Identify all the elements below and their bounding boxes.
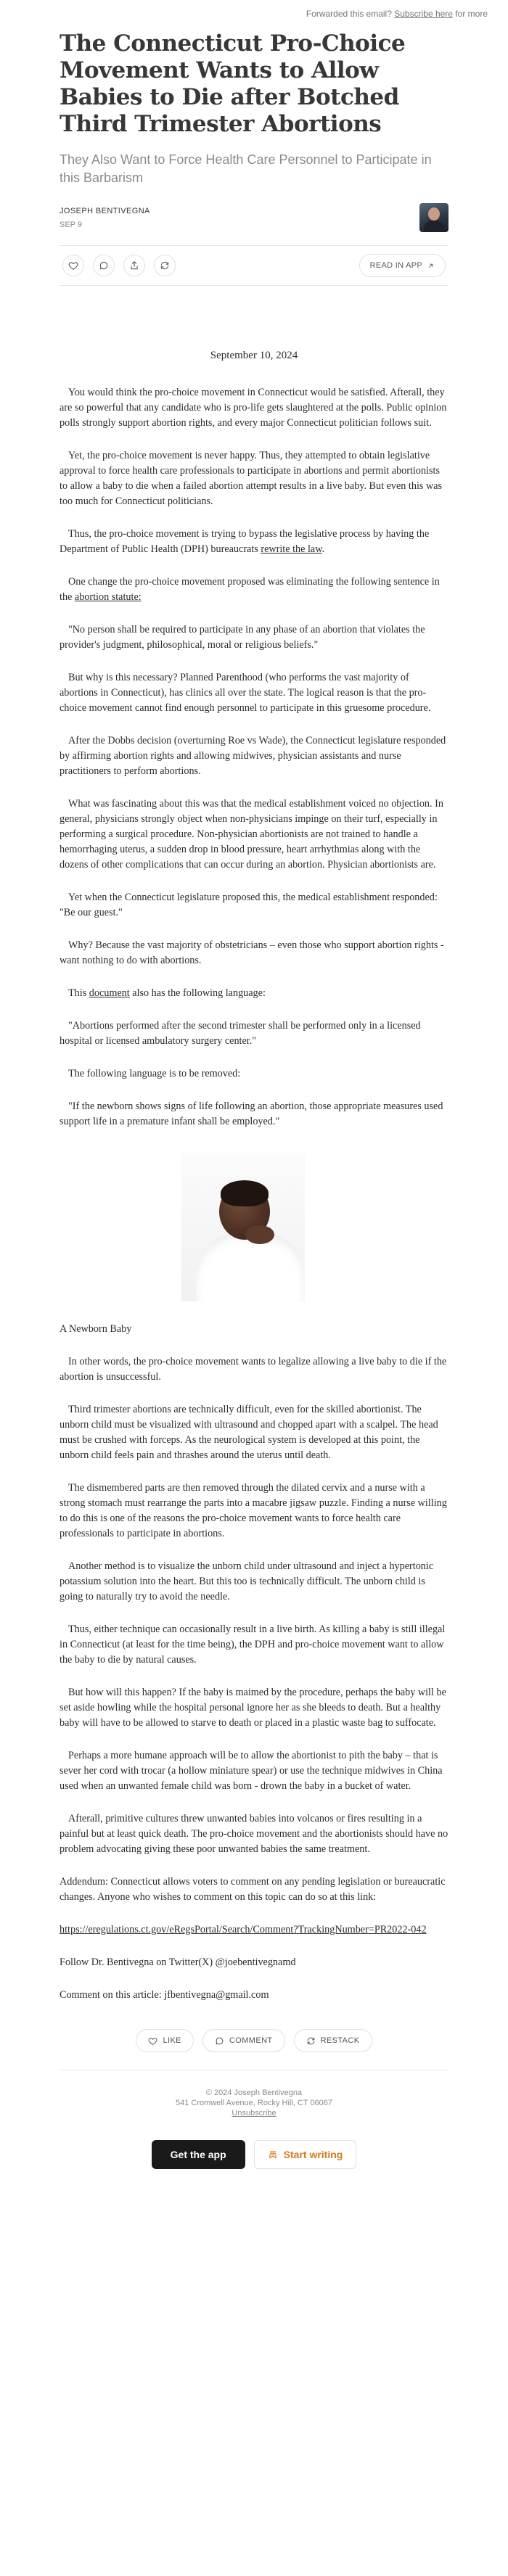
comment-button[interactable] xyxy=(93,255,115,276)
byline-text xyxy=(60,205,150,231)
cta-row xyxy=(60,2140,448,2169)
paragraph: You would think the pro-choice movement in Connecticut would be satisfied. Afterall, they are so powerful that any candidate who is pro-life gets slaughtered at the polls. Public opinion polls strongly support abortion rights, and every major Connecticut politician follows suit. xyxy=(60,387,447,429)
paragraph: Third trimester abortions are technically difficult, even for the skilled abortionist. The unborn child must be visualized with ultrasound and chopped apart with a scalpel. The head must be crushed with forceps. As the neurological system is developed at this point, the unborn child feels pain and thrashes around the uterus until death. xyxy=(60,1404,438,1461)
restack-button[interactable] xyxy=(154,255,176,276)
twitter-paragraph: Follow Dr. Bentivegna on Twitter(X) @joebentivegnamd xyxy=(60,1956,296,1968)
rewrite-law-link[interactable]: rewrite the law xyxy=(261,543,322,555)
paragraph: What was fascinating about this was that the medical establishment voiced no objection. In general, physicians strongly object when non-physicians impinge on their turf, especially in performing a surgical procedure. Non-physician abortionists are not trained to handle a hemorrhaging uterus, a sudden drop in blood pressure, heart arrhythmias along with the dozens of other complications that can occur during an abortion. Physician abortionists are. xyxy=(60,798,443,871)
paragraph: Yet when the Connecticut legislature proposed this, the medical establishment responded: "Be our guest." xyxy=(60,892,438,918)
start-writing-label: Start writing xyxy=(283,2149,343,2160)
restack-icon xyxy=(306,2036,316,2046)
paragraph: After the Dobbs decision (overturning Roe vs Wade), the Connecticut legislature responded by affirming abortion rights and allowing midwives, physician assistants and nurse practitioners to perform abortions. xyxy=(60,735,446,777)
get-app-button[interactable]: Get the app xyxy=(152,2140,245,2169)
dateline: September 10, 2024 xyxy=(210,350,298,361)
footer-restack-button[interactable] xyxy=(294,2029,372,2052)
quote: "No person shall be required to participate in any phase of an abortion that violates the provider's judgment, philosophical, moral or religious beliefs." xyxy=(60,624,425,651)
paragraph: The dismembered parts are then removed through the dilated cervix and a nurse with a strong stomach must rearrange the parts into a macabre jigsaw puzzle. Finding a nurse willing to do this is one of the reasons the pro-choice movement wants to force health care professionals to participate in abortions. xyxy=(60,1482,447,1539)
footer-comment-button[interactable] xyxy=(202,2029,285,2052)
action-icons xyxy=(62,255,176,276)
article-title[interactable]: The Connecticut Pro-Choice Movement Wants to Allow Babies to Die after Botched Third Trimester Abortions xyxy=(60,30,406,137)
paragraph-text: . xyxy=(321,543,325,555)
paragraph-text: One change the pro-choice movement proposed was eliminating the following sentence in the xyxy=(60,576,440,603)
unsubscribe-link[interactable]: Unsubscribe xyxy=(232,2109,276,2118)
paragraph: Thus, either technique can occasionally result in a live birth. As killing a baby is still illegal in Connecticut (at least for the time being), the DPH and pro-choice movement want to allow the baby to die by natural causes. xyxy=(60,1624,446,1666)
email-paragraph: Comment on this article: jfbentivegna@gmail.com xyxy=(60,1989,269,2001)
paragraph xyxy=(60,575,448,605)
newborn-baby-image[interactable] xyxy=(181,1153,305,1301)
arrow-up-right-icon xyxy=(427,262,435,270)
paragraph xyxy=(60,986,448,1001)
like-button[interactable] xyxy=(62,255,84,276)
heart-icon xyxy=(68,260,78,271)
share-icon xyxy=(129,260,139,271)
post-date: SEP 9 xyxy=(60,220,82,229)
footer xyxy=(60,2088,448,2118)
quote: "If the newborn shows signs of life following an abortion, those appropriate measures used support life in a premature infant shall be employed." xyxy=(60,1100,443,1127)
read-in-app-label: READ IN APP xyxy=(369,261,422,270)
forwarded-bar xyxy=(0,0,508,23)
paragraph: Yet, the pro-choice movement is never happy. Thus, they attempted to obtain legislative approval to force health care professionals to participate in abortions and permit abortionists to allow a baby to die when a failed abortion attempt results in a live baby. But even this was too much for Connecticut politicians. xyxy=(60,450,443,507)
article-body xyxy=(60,348,448,2003)
blanket-shape xyxy=(196,1233,305,1301)
paragraph: In other words, the pro-choice movement wants to legalize allowing a live baby to die if the abortion is unsuccessful. xyxy=(60,1356,447,1383)
start-writing-button[interactable] xyxy=(254,2140,357,2169)
paragraph-text: also has the following language: xyxy=(129,987,266,999)
paragraph: Why? Because the vast majority of obstetricians – even those who support abortion rights - want nothing to do with abortions. xyxy=(60,939,444,966)
byline xyxy=(60,203,448,232)
paragraph xyxy=(60,527,448,557)
heart-icon xyxy=(148,2036,157,2046)
addendum-paragraph: Addendum: Connecticut allows voters to comment on any pending legislation or bureaucratic changes. Anyone who wishes to comment on this topic can do so at this link: xyxy=(60,1876,446,1903)
subscribe-link[interactable]: Subscribe here xyxy=(394,9,453,19)
share-button[interactable] xyxy=(123,255,145,276)
footer-like-label: LIKE xyxy=(163,2036,181,2045)
paragraph: Perhaps a more humane approach will be to allow the abortionist to pith the baby – that is sever her cord with trocar (a hollow miniature spear) or use the technique midwives in China used when an unwanted female child was born - drown the baby in a bucket of water. xyxy=(60,1750,443,1792)
comment-icon xyxy=(99,260,109,271)
footer-like-button[interactable] xyxy=(136,2029,193,2052)
paragraph: But why is this necessary? Planned Parenthood (who performs the vast majority of abortions in Connecticut), has clinics all over the state. The logical reason is that the pro-choice movement cannot find enough personnel to participate in this gruesome procedure. xyxy=(60,672,431,714)
image-caption: A Newborn Baby xyxy=(60,1323,132,1335)
address: 541 Cromwell Avenue, Rocky Hill, CT 06067 xyxy=(175,2099,333,2107)
baby-hand-shape xyxy=(245,1225,274,1244)
article-subtitle: They Also Want to Force Health Care Personnel to Participate in this Barbarism xyxy=(60,152,432,185)
forwarded-suffix: for more xyxy=(455,9,488,19)
paragraph-text: This xyxy=(68,987,89,999)
avatar[interactable] xyxy=(419,203,448,232)
copyright: © 2024 Joseph Bentivegna xyxy=(205,2089,303,2097)
paragraph: The following language is to be removed: xyxy=(68,1068,241,1079)
paragraph: Another method is to visualize the unborn child under ultrasound and inject a hypertonic potassium solution into the heart. But this too is technically difficult. The unborn child is going to naturally try to avoid the needle. xyxy=(60,1560,434,1602)
restack-icon xyxy=(160,260,170,271)
forwarded-text: Forwarded this email? xyxy=(306,9,392,19)
footer-comment-label: COMMENT xyxy=(229,2036,273,2045)
quote: "Abortions performed after the second trimester shall be performed only in a licensed hospital or licensed ambulatory surgery center." xyxy=(60,1020,421,1047)
content-column xyxy=(60,30,448,2169)
footer-action-bar xyxy=(60,2029,448,2070)
paragraph: Afterall, primitive cultures threw unwanted babies into volcanos or fires resulting in a painful but at least quick death. The pro-choice movement and the abortionists should have no problem advocating giving these poor unwanted babies the same treatment. xyxy=(60,1813,448,1855)
author-name[interactable]: JOSEPH BENTIVEGNA xyxy=(60,206,150,215)
eregulations-link[interactable]: https://eregulations.ct.gov/eRegsPortal/Search/Comment?TrackingNumber=PR2022-042 xyxy=(60,1924,427,1935)
comment-icon xyxy=(215,2036,224,2046)
read-in-app-button[interactable] xyxy=(359,254,446,277)
footer-restack-label: RESTACK xyxy=(320,2036,360,2045)
comment-link-paragraph xyxy=(60,1922,448,1938)
paragraph: But how will this happen? If the baby is maimed by the procedure, perhaps the baby will be set aside howling while the hospital personal ignore her as she bleeds to death. But a healthy baby will have to be allowed to starve to death or placed in a plastic waste bag to suffocate. xyxy=(60,1687,446,1729)
substack-logo-icon xyxy=(268,2149,278,2160)
document-link[interactable]: document xyxy=(89,987,130,999)
paragraph-text: Thus, the pro-choice movement is trying to bypass the legislative process by having the Department of Public Health (DPH) bureaucrats xyxy=(60,528,430,555)
action-bar xyxy=(60,245,448,286)
baby-hair-shape xyxy=(221,1180,269,1206)
abortion-statute-link[interactable]: abortion statute: xyxy=(74,591,142,603)
